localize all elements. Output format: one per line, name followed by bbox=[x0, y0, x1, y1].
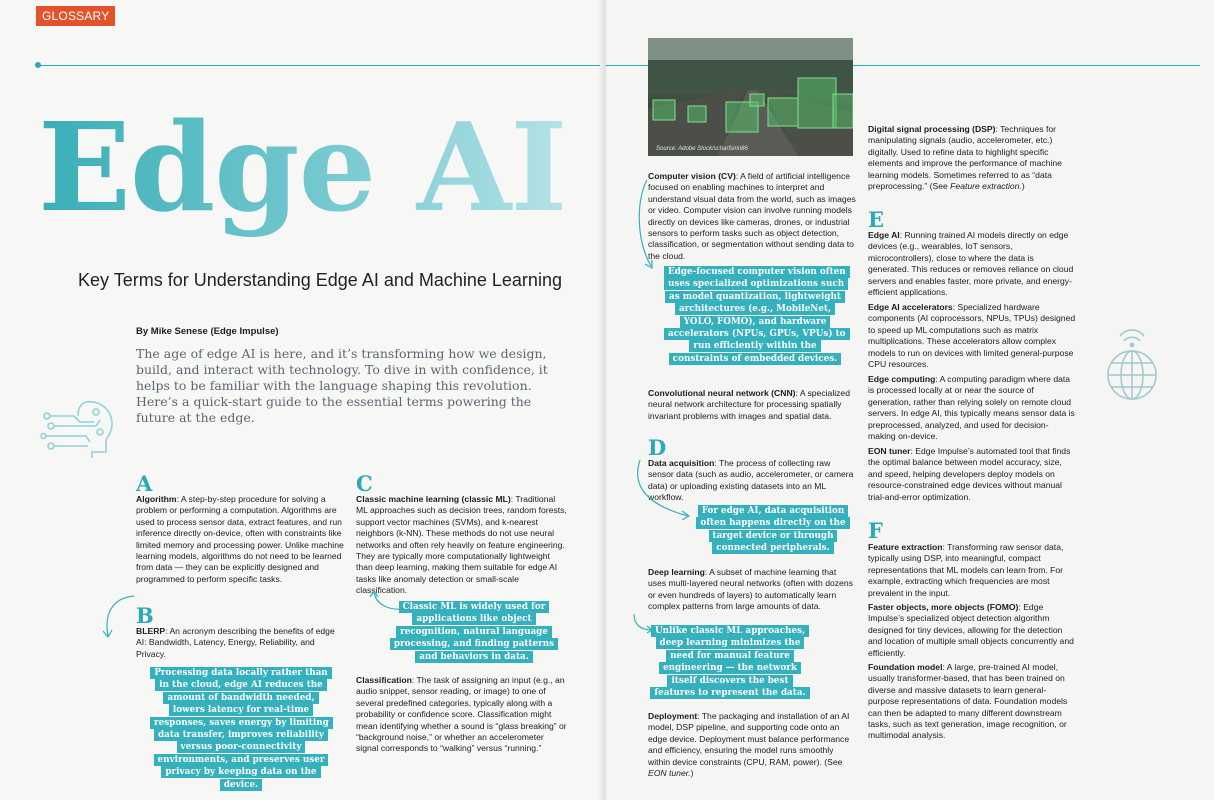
page-title: Edge AI bbox=[38, 92, 566, 242]
see-feature-extraction: Feature extraction. bbox=[950, 181, 1022, 192]
letter-d: D bbox=[648, 435, 667, 460]
def-cnn: : A specialized neural network architecture for processing spatially invariant problems with images and spatial data. bbox=[648, 388, 850, 421]
letter-c: C bbox=[356, 471, 373, 496]
def-blerp: : An acronym describing the benefits of edge AI: Bandwidth, Latency, Energy, Reliability, and Privacy. bbox=[136, 626, 335, 659]
def-algorithm: : A step-by-step procedure for solving a problem or performing a computation. Algorithms are used to process sensor data, extract features, and run inference directly on-device, often with constraints like limited memory and processing power. Unlike machine learning models, algorithms do not need to be learned from data — they can be explicitly designed and programmed to perform specific tasks. bbox=[136, 494, 344, 584]
left-page bbox=[0, 0, 606, 800]
letter-f: F bbox=[868, 518, 883, 543]
intro-paragraph: The age of edge AI is here, and it’s transforming how we design, build, and interact with technology. To dive in with confidence, it helps to be familiar with the language shaping this revolution. Here’s a quick-start guide to the essential terms powering the future at the edge. bbox=[136, 346, 548, 425]
term-fomo: Faster objects, more objects (FOMO) bbox=[868, 602, 1019, 612]
def-classic-ml: : Traditional ML approaches such as decision trees, random forests, support vector machines (SVMs), and k-nearest neighbors (k-NN). These methods do not use neural networks and often rely heavily on feature engineering. They are typically more computationally lightweight than deep learning, making them suitable for edge AI tasks like anomaly detection or small-scale classification. bbox=[356, 494, 567, 596]
def-foundation-model: : A large, pre-trained AI model, usually transformer-based, that has been trained on diverse and massive datasets to learn general-purpose representations of data. Foundation models can then be adapted to many different downstream tasks, such as text generation, image recognition, or multimodal analysis. bbox=[868, 662, 1068, 741]
callout-data-acquisition bbox=[690, 505, 856, 555]
entry-computer-vision bbox=[648, 171, 856, 262]
globe-wifi-icon bbox=[1096, 320, 1168, 402]
term-cnn: Convolutional neural network (CNN) bbox=[648, 388, 796, 398]
entry-deployment bbox=[648, 711, 856, 779]
curved-arrow-icon bbox=[98, 592, 138, 640]
page-subtitle: Key Terms for Understanding Edge AI and Machine Learning bbox=[78, 270, 562, 290]
entry-cnn bbox=[648, 388, 856, 422]
def-deep-learning: : A subset of machine learning that uses multi-layered neural networks (often with dozens or even hundreds of layers) to automatically learn complex patterns from large amounts of data. bbox=[648, 567, 853, 612]
def-deployment: : The packaging and installation of an AI model, DSP pipeline, and supporting code onto an edge device. Deployment must balance performance and efficiency, ensuring the model runs smoothly within device constraints (CPU, RAM, power). (See bbox=[648, 711, 850, 767]
callout-blerp bbox=[150, 667, 332, 791]
callout-deep-learning bbox=[648, 625, 812, 699]
term-blerp: BLERP bbox=[136, 626, 166, 636]
callout-deep-learning-text: Unlike classic ML approaches, deep learning minimizes the need for manual feature engineering — the network itself discovers the best features to represent the data. bbox=[650, 625, 809, 699]
def-dsp: : Techniques for manipulating signals (audio, accelerometer, etc.) digitally. Used to refine data to highlight specific elements and improve the performance of machine learning models. Sometimes referred to as “data preprocessing.” (See bbox=[868, 124, 1062, 192]
term-foundation-model: Foundation model bbox=[868, 662, 943, 672]
entry-edge-ai bbox=[868, 230, 1076, 298]
term-algorithm: Algorithm bbox=[136, 494, 177, 504]
term-edge-ai-accelerators: Edge AI accelerators bbox=[868, 302, 953, 312]
callout-classic-ml bbox=[388, 601, 560, 663]
def-deployment-tail: ) bbox=[690, 768, 694, 779]
def-data-acquisition: : The process of collecting raw sensor data (such as audio, accelerometer, or camera data) or uploading existing datasets into an ML workflow. bbox=[648, 458, 854, 503]
term-dsp: Digital signal processing (DSP) bbox=[868, 124, 996, 134]
traffic-detection-photo bbox=[648, 38, 853, 156]
curved-arrow-icon bbox=[632, 458, 692, 520]
term-deployment: Deployment bbox=[648, 711, 698, 721]
def-edge-ai-accelerators: : Specialized hardware components (AI coprocessors, NPUs, TPUs) designed to speed up ML computations such as matrix multiplications. These accelerators allow complex models to run on devices with limited general-purpose CPU resources. bbox=[868, 302, 1076, 370]
term-edge-ai: Edge AI bbox=[868, 230, 900, 240]
header-rule bbox=[38, 65, 600, 66]
def-dsp-tail: ) bbox=[1021, 181, 1025, 192]
entry-classification bbox=[356, 675, 568, 755]
def-fomo: : Edge Impulse’s specialized object detection algorithm designed for tiny devices, allowing for the detection and location of multiple small objects concurrently and efficiently. bbox=[868, 602, 1074, 658]
photo-credit: Source: Adobe Stock/scharfsinn86 bbox=[656, 146, 748, 152]
term-eon-tuner: EON tuner bbox=[868, 446, 911, 456]
entry-fomo bbox=[868, 602, 1076, 659]
term-data-acquisition: Data acquisition bbox=[648, 458, 715, 468]
def-eon-tuner: : Edge Impulse’s automated tool that finds the optimal balance between model accuracy, size, and speed, helping developers deploy models on resource-constrained edge devices without manual trial-and-error optimization. bbox=[868, 446, 1071, 502]
term-computer-vision: Computer vision (CV) bbox=[648, 171, 736, 181]
entry-edge-computing bbox=[868, 374, 1076, 442]
def-computer-vision: : A field of artificial intelligence focused on enabling machines to interpret and understand visual data from the world, such as images or video. Computer vision can involve running models directly on devices like cameras, drones, or industrial sensors to perform tasks such as object detection, classification, or segmentation without sending data to the cloud. bbox=[648, 171, 856, 261]
def-feature-extraction: : Transforming raw sensor data, typically using DSP, into meaningful, compact representations that ML models can learn from. For example, extracting which frequencies are most prevalent in the input. bbox=[868, 542, 1064, 598]
callout-data-acquisition-text: For edge AI, data acquisition often happens directly on the target device or through connected peripherals. bbox=[696, 505, 849, 554]
entry-feature-extraction bbox=[868, 542, 1076, 599]
byline: By Mike Senese (Edge Impulse) bbox=[136, 326, 279, 337]
term-edge-computing: Edge computing bbox=[868, 374, 936, 384]
brain-circuit-icon bbox=[40, 396, 120, 462]
entry-deep-learning bbox=[648, 567, 856, 613]
entry-edge-ai-accelerators bbox=[868, 302, 1076, 370]
term-classification: Classification bbox=[356, 675, 412, 685]
term-deep-learning: Deep learning bbox=[648, 567, 705, 577]
photo-scene bbox=[648, 38, 853, 156]
see-eon-tuner: EON tuner. bbox=[648, 768, 691, 779]
callout-computer-vision bbox=[664, 266, 846, 365]
callout-computer-vision-text: Edge-focused computer vision often uses specialized optimizations such as model quantization, lightweight architectures (e.g., MobileNet, YOLO, FOMO), and hardware accelerators (NPUs, GPUs, VPUs) to run efficiently within the constraints of embedded devices. bbox=[664, 266, 850, 365]
entry-eon-tuner bbox=[868, 446, 1076, 503]
callout-classic-ml-text: Classic ML is widely used for applications like object recognition, natural language processing, and finding patterns and behaviors in data. bbox=[390, 601, 558, 663]
entry-classic-ml bbox=[356, 494, 568, 597]
entry-blerp bbox=[136, 626, 344, 660]
def-classification: : The task of assigning an input (e.g., an audio snippet, sensor reading, or image) to one of several predefined categories, typically along with a probability or confidence score. Classification might mean identifying whether a sound is “glass breaking” or “background noise,” or whether an accelerometer signal corresponds to “walking” versus “running.” bbox=[356, 675, 567, 754]
def-edge-computing: : A computing paradigm where data is processed locally at or near the source of generation, rather than relying solely on remote cloud servers. In edge AI, this typically means sensor data is preprocessed, analyzed, and used for decision-making on-device. bbox=[868, 374, 1075, 442]
entry-dsp bbox=[868, 124, 1076, 192]
letter-a: A bbox=[136, 471, 153, 496]
letter-e: E bbox=[868, 207, 885, 232]
entry-algorithm bbox=[136, 494, 344, 585]
entry-foundation-model bbox=[868, 662, 1076, 742]
def-edge-ai: : Running trained AI models directly on edge devices (e.g., wearables, IoT sensors, microcontrollers), close to where the data is generated. This reduces or removes reliance on cloud servers and enables faster, more private, and energy-efficient applications. bbox=[868, 230, 1074, 298]
header-rule-dot bbox=[35, 62, 41, 68]
term-feature-extraction: Feature extraction bbox=[868, 542, 943, 552]
callout-blerp-text: Processing data locally rather than in the cloud, edge AI reduces the amount of bandwidth needed, lowers latency for real-time responses, saves energy by limiting data transfer, improves reliability versus poor-connectivity environments, and preserves user privacy by keeping data on the device. bbox=[150, 667, 333, 791]
letter-b: B bbox=[136, 603, 154, 628]
section-tag: GLOSSARY bbox=[36, 6, 115, 26]
term-classic-ml: Classic machine learning (classic ML) bbox=[356, 494, 511, 504]
